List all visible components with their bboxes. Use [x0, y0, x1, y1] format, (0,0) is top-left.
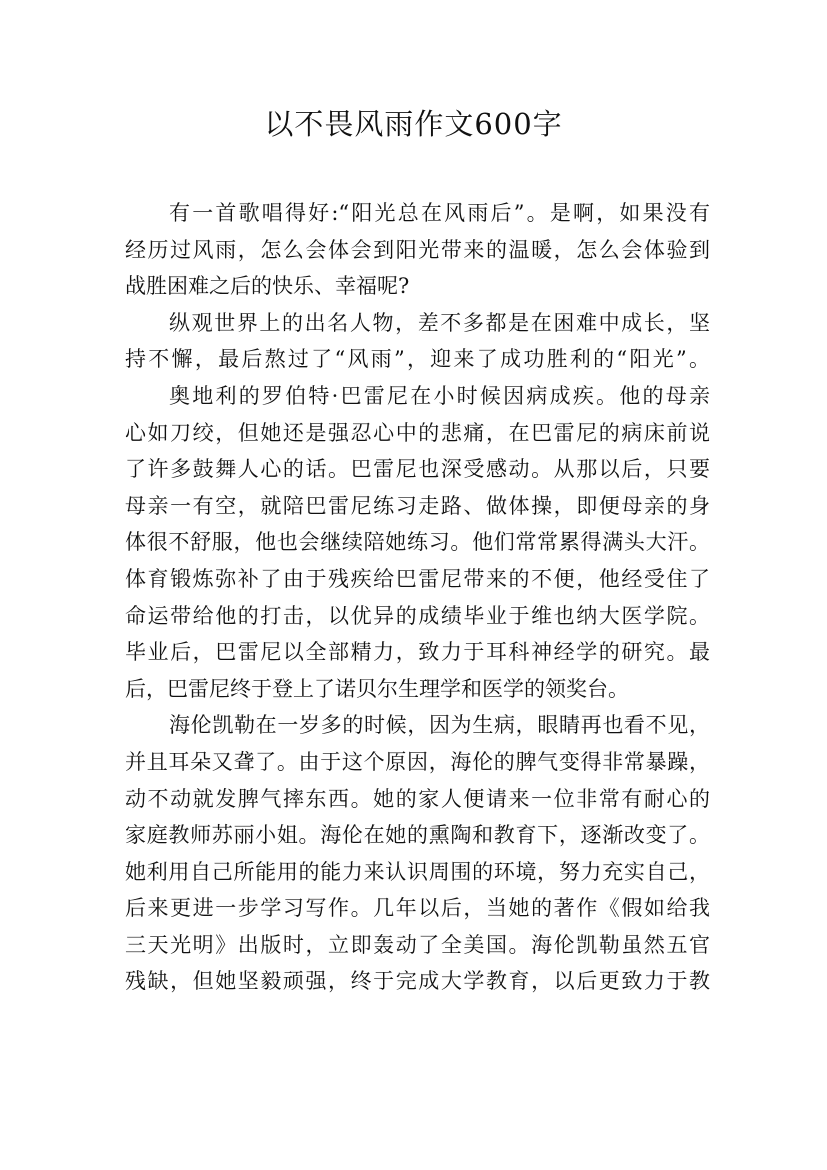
text-line: 了许多鼓舞人心的话。巴雷尼也深受感动。从那以后，只要 — [125, 457, 710, 482]
text-line: 后来更进一步学习写作。几年以后，当她的著作《假如给我 — [125, 896, 710, 921]
text-line: 有一首歌唱得好:“阳光总在风雨后”。是啊，如果没有 — [169, 201, 710, 225]
text-line: 三天光明》出版时，立即轰动了全美国。海伦凯勒虽然五官 — [125, 932, 710, 957]
essay-body — [125, 195, 710, 1000]
text-line: 后，巴雷尼终于登上了诺贝尔生理学和医学的领奖台。 — [125, 676, 629, 701]
page-title: 以不畏风雨作文600字 — [264, 107, 563, 141]
text-line: 体很不舒服，他也会继续陪她练习。他们常常累得满头大汗。 — [125, 530, 710, 555]
text-line: 心如刀绞，但她还是强忍心中的悲痛，在巴雷尼的病床前说 — [125, 420, 710, 445]
text-line: 毕业后，巴雷尼以全部精力，致力于耳科神经学的研究。最 — [125, 640, 710, 665]
text-line: 经历过风雨，怎么会体会到阳光带来的温暖，怎么会体验到 — [125, 237, 710, 262]
text-line: 动不动就发脾气摔东西。她的家人便请来一位非常有耐心的 — [125, 786, 710, 811]
text-line: 并且耳朵又聋了。由于这个原因，海伦的脾气变得非常暴躁， — [125, 749, 710, 774]
text-line: 命运带给他的打击，以优异的成绩毕业于维也纳大医学院。 — [125, 603, 710, 628]
text-line: 纵观世界上的出名人物，差不多都是在困难中成长，坚 — [169, 310, 710, 335]
text-line: 体育锻炼弥补了由于残疾给巴雷尼带来的不便，他经受住了 — [125, 566, 710, 591]
text-line: 母亲一有空，就陪巴雷尼练习走路、做体操，即便母亲的身 — [125, 493, 710, 518]
text-line: 奥地利的罗伯特·巴雷尼在小时候因病成疾。他的母亲 — [169, 383, 710, 408]
text-line: 她利用自己所能用的能力来认识周围的环境，努力充实自己， — [125, 859, 710, 884]
text-line: 持不懈，最后熬过了“风雨”，迎来了成功胜利的“阳光”。 — [125, 347, 710, 372]
text-line: 海伦凯勒在一岁多的时候，因为生病，眼睛再也看不见， — [169, 713, 710, 738]
text-line: 家庭教师苏丽小姐。海伦在她的熏陶和教育下，逐渐改变了。 — [125, 823, 710, 848]
text-line: 战胜困难之后的快乐、幸福呢? — [125, 274, 410, 299]
text-line: 残缺，但她坚毅顽强，终于完成大学教育，以后更致力于教 — [125, 969, 710, 994]
